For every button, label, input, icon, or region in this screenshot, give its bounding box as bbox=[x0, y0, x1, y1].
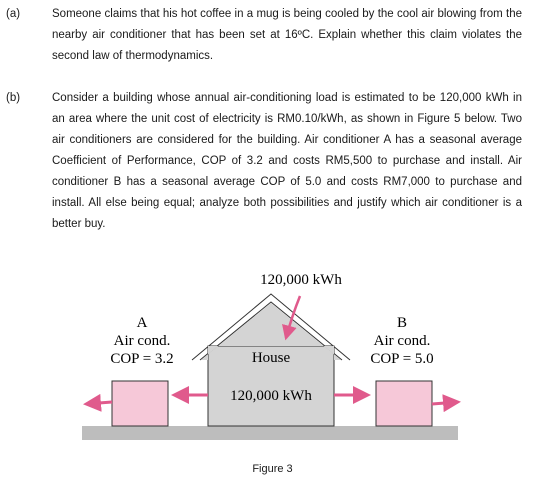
question-b bbox=[0, 88, 545, 238]
unit-a-heat-out-arrow bbox=[86, 402, 112, 404]
question-a bbox=[0, 4, 545, 70]
figure-caption: Figure 3 bbox=[252, 463, 293, 475]
unit-a-letter: A bbox=[136, 315, 148, 331]
unit-a-box bbox=[112, 381, 168, 426]
unit-b-name: Air cond. bbox=[373, 333, 431, 349]
question-a-text: Someone claims that his hot coffee in a mug is being cooled by the cool air blowing from the nearby air conditioner that has been set at 16ºC. Explain whether this claim violates the second law of thermodynamics. bbox=[52, 8, 522, 62]
question-a-label: (a) bbox=[6, 8, 21, 20]
unit-a-name: Air cond. bbox=[113, 333, 171, 349]
unit-b-letter: B bbox=[396, 315, 408, 331]
house-ac-figure bbox=[70, 264, 470, 454]
question-b-label: (b) bbox=[6, 92, 21, 104]
top-load-label: 120,000 kWh bbox=[260, 272, 342, 288]
ground-slab bbox=[82, 426, 458, 440]
inner-load-label: 120,000 kWh bbox=[230, 388, 312, 404]
house-label: House bbox=[251, 350, 291, 366]
question-b-text: Consider a building whose annual air-conditioning load is estimated to be 120,000 kWh in an area where the unit cost of electricity is RM0.10/kWh, as shown in Figure 5 below. Two air conditioners are considered for the building. Air conditioner A has a seasonal average Coefficient of Performance, COP of 3.2 and costs RM5,500 to purchase and install. Air conditioner B has a seasonal average COP of 5.0 and costs RM7,000 to purchase and install. All else being equal; analyze both possibilities and justify which air conditioner is a better buy. bbox=[52, 92, 522, 230]
unit-b-box bbox=[376, 381, 432, 426]
unit-b-heat-out-arrow bbox=[432, 402, 458, 404]
unit-a-cop: COP = 3.2 bbox=[110, 351, 174, 367]
house-ac-diagram bbox=[70, 264, 470, 454]
unit-b-cop: COP = 5.0 bbox=[370, 351, 434, 367]
